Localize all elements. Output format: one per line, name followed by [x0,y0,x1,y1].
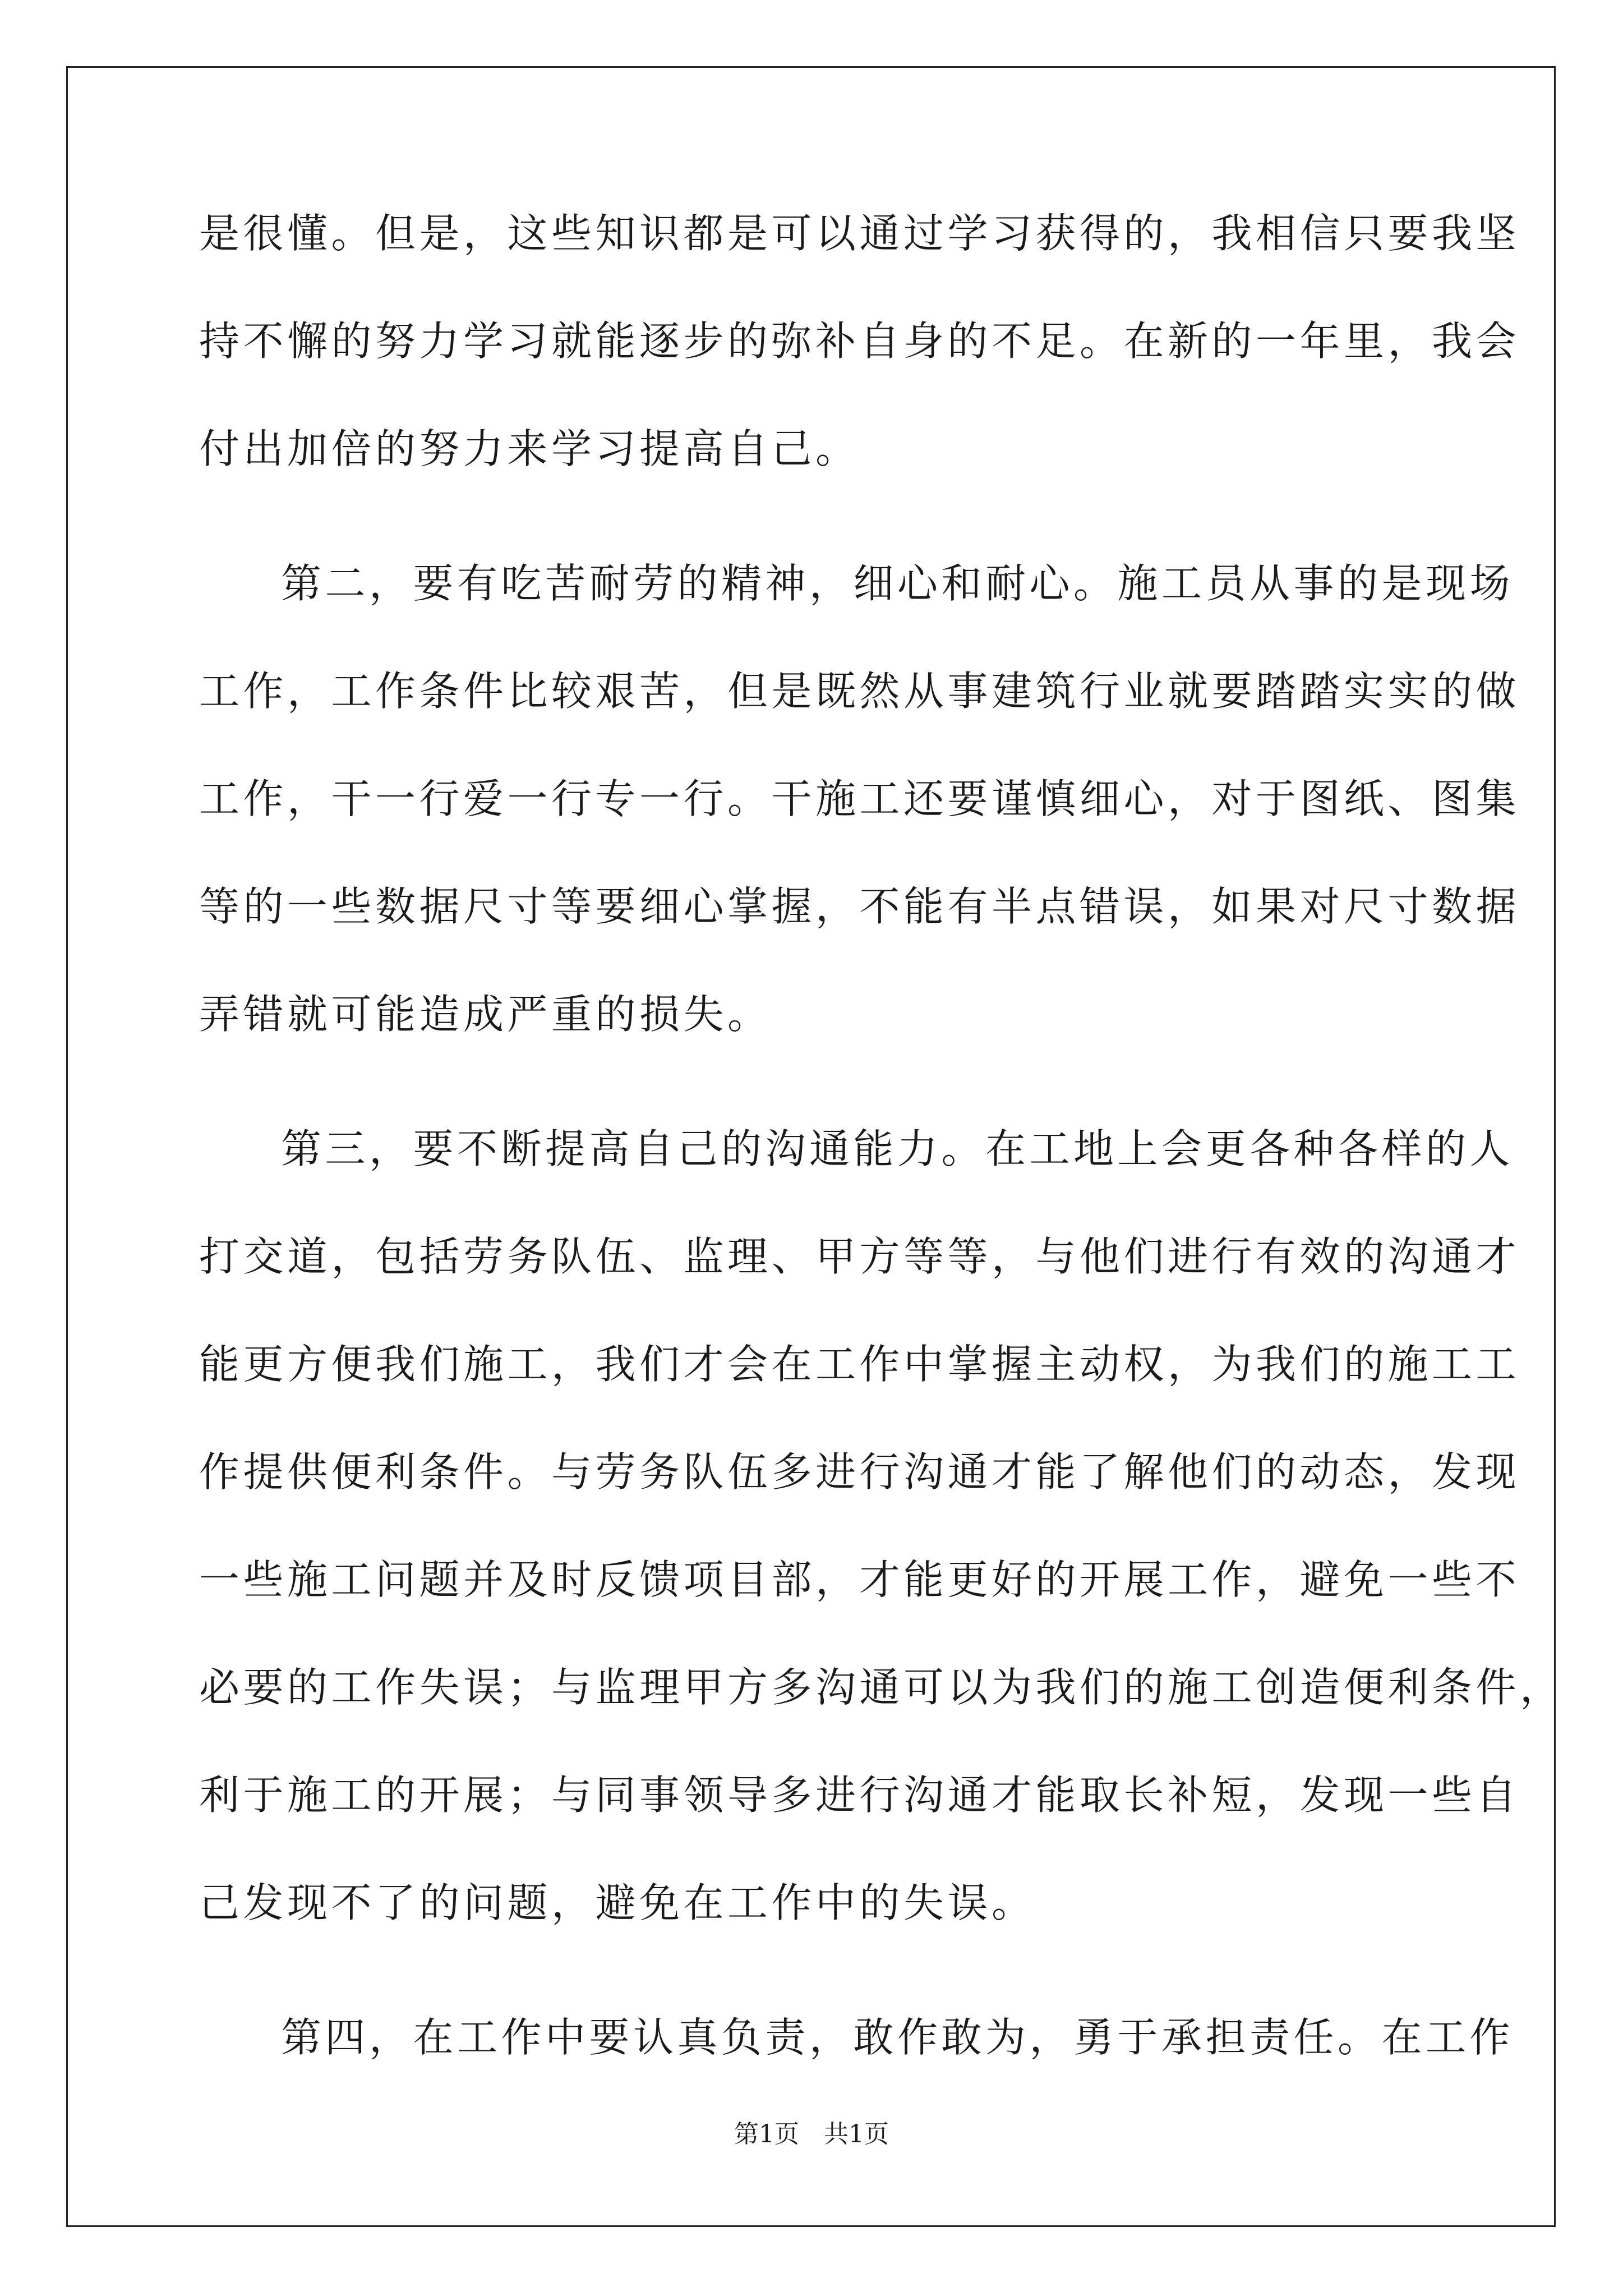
text-line: 打交道，包括劳务队伍、监理、甲方等等，与他们进行有效的沟通才 [199,1233,1520,1280]
paragraph-start-line: 第四，在工作中要认真负责，敢作敢为，勇于承担责任。在工作 [281,2014,1514,2061]
text-line: 持不懈的努力学习就能逐步的弥补自身的不足。在新的一年里，我会 [199,318,1520,365]
text-line: 己发现不了的问题，避免在工作中的失误。 [199,1879,1036,1926]
document-body [199,210,1564,2125]
text-line: 利于施工的开展；与同事领导多进行沟通才能取长补短，发现一些自 [199,1772,1520,1819]
paragraph-start-line: 第三，要不断提高自己的沟通能力。在工地上会更各种各样的人 [281,1125,1514,1172]
text-line: 作提供便利条件。与劳务队伍多进行沟通才能了解他们的动态，发现 [199,1448,1520,1496]
text-line: 付出加倍的努力来学习提高自己。 [199,425,860,472]
page-number-footer: 第1页 共1页 [734,2120,889,2148]
text-line: 是很懂。但是，这些知识都是可以通过学习获得的，我相信只要我坚 [199,210,1520,257]
text-line: 能更方便我们施工，我们才会在工作中掌握主动权，为我们的施工工 [199,1341,1520,1388]
text-line: 弄错就可能造成严重的损失。 [199,991,772,1038]
text-line: 必要的工作失误；与监理甲方多沟通可以为我们的施工创造便利条件， [199,1664,1564,1711]
text-line: 等的一些数据尺寸等要细心掌握，不能有半点错误，如果对尺寸数据 [199,883,1520,930]
text-line: 工作，干一行爱一行专一行。干施工还要谨慎细心，对于图纸、图集 [199,775,1520,822]
text-line: 一些施工问题并及时反馈项目部，才能更好的开展工作，避免一些不 [199,1556,1520,1603]
paragraph-start-line: 第二，要有吃苦耐劳的精神，细心和耐心。施工员从事的是现场 [281,560,1514,607]
text-line: 工作，工作条件比较艰苦，但是既然从事建筑行业就要踏踏实实的做 [199,668,1520,715]
